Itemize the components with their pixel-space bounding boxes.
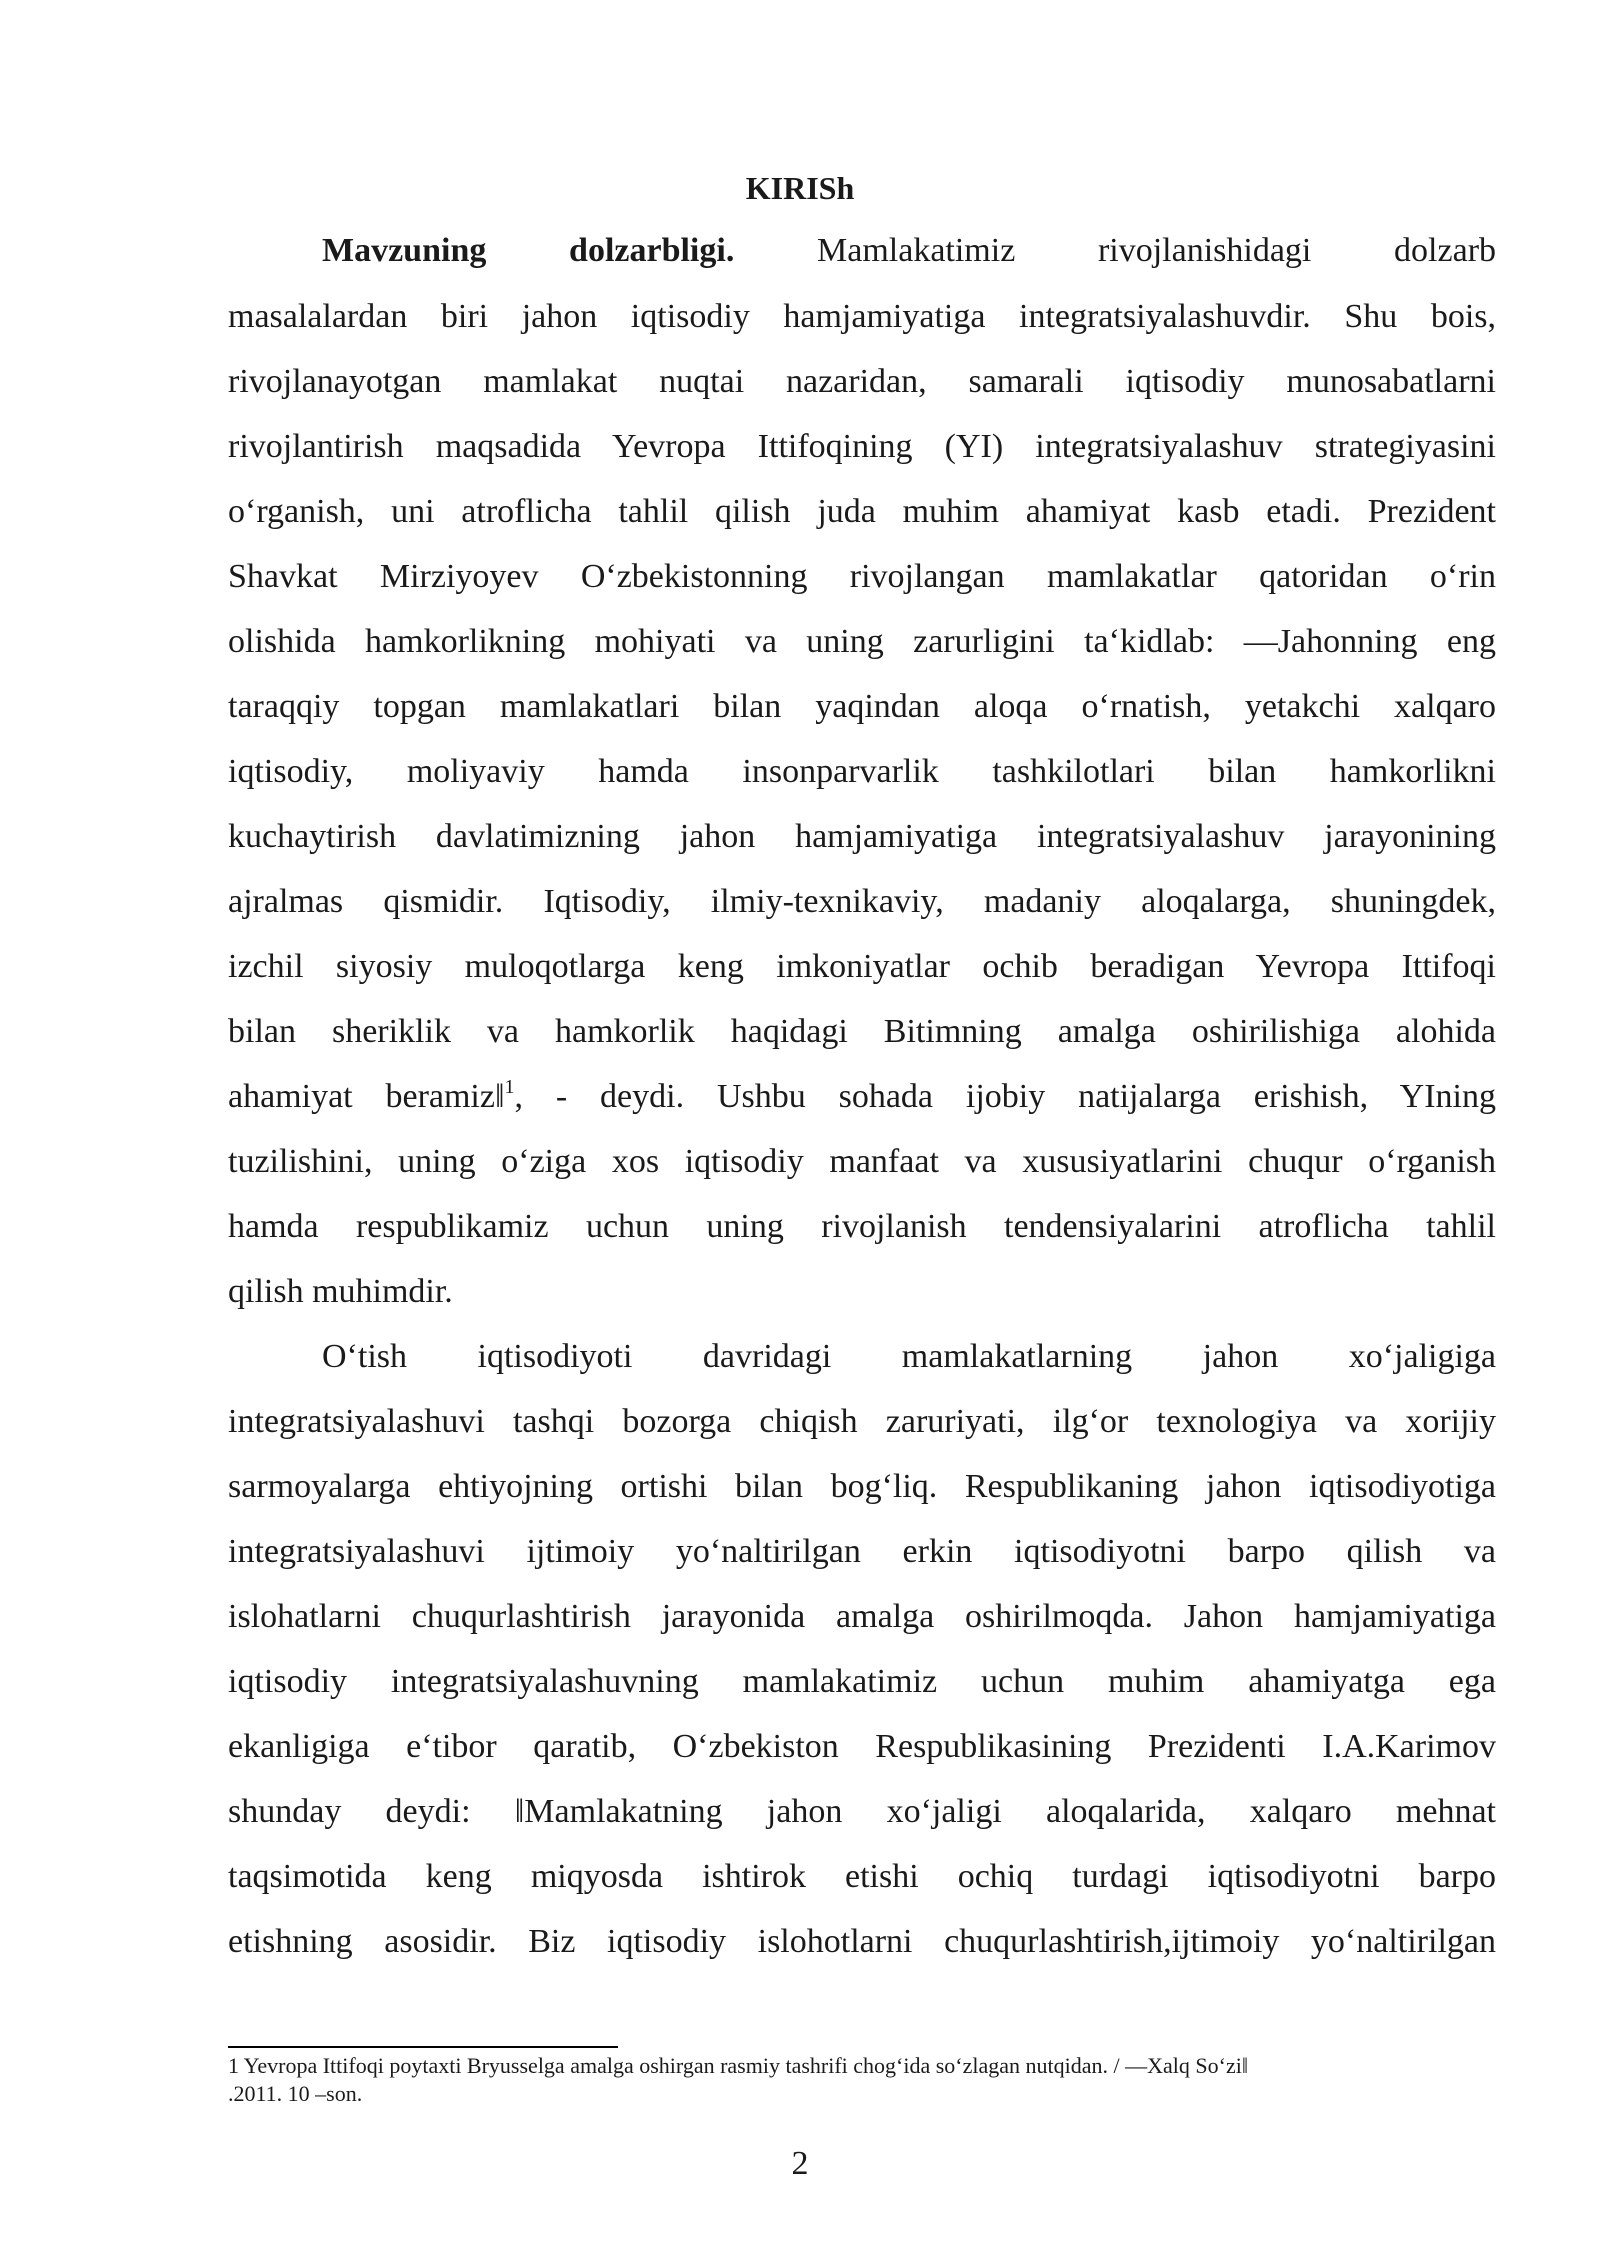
text-line: bilan sheriklik va hamkorlik haqidagi Bitimning amalga oshirilishiga alohida [228, 1013, 1496, 1050]
text-line: taraqqiy topgan mamlakatlari bilan yaqindan aloqa o‘rnatish, yetakchi xalqaro [228, 688, 1496, 725]
text-line: qilish muhimdir. [228, 1273, 453, 1310]
text-line: taqsimotida keng miqyosda ishtirok etishi ochiq turdagi iqtisodiyotni barpo [228, 1858, 1496, 1895]
page-title: KIRISh [745, 170, 855, 206]
text-line: Shavkat Mirziyoyev O‘zbekistonning rivojlangan mamlakatlar qatoridan o‘rin [228, 558, 1496, 595]
text-line: hamda respublikamiz uchun uning rivojlanish tendensiyalarini atroflicha tahlil [228, 1208, 1496, 1245]
text-line: o‘rganish, uni atroflicha tahlil qilish juda muhim ahamiyat kasb etadi. Prezident [228, 493, 1496, 530]
text-line: izchil siyosiy muloqotlarga keng imkoniyatlar ochib beradigan Yevropa Ittifoqi [228, 948, 1496, 985]
text-line-start: ahamiyat beramiz‖ [228, 1078, 505, 1115]
text-line: islohatlarni chuqurlashtirish jarayonida amalga oshirilmoqda. Jahon hamjamiyatiga [228, 1598, 1496, 1635]
text-line: iqtisodiy integratsiyalashuvning mamlakatimiz uchun muhim ahamiyatga ega [228, 1663, 1496, 1700]
text-line: sarmoyalarga ehtiyojning ortishi bilan bog‘liq. Respublikaning jahon iqtisodiyotiga [228, 1468, 1496, 1505]
text-line: ekanligiga e‘tibor qaratib, O‘zbekiston Respublikasining Prezidenti I.A.Karimov [228, 1728, 1496, 1765]
text-line: integratsiyalashuvi tashqi bozorga chiqish zaruriyati, ilg‘or texnologiya va xorijiy [228, 1403, 1496, 1440]
text-line: integratsiyalashuvi ijtimoiy yo‘naltirilgan erkin iqtisodiyotni barpo qilish va [228, 1533, 1496, 1570]
footnote-line: .2011. 10 –son. [228, 2081, 363, 2106]
footnote-line: 1 Yevropa Ittifoqi poytaxti Bryusselga amalga oshirgan rasmiy tashrifi chog‘ida so‘zlagan nutqidan. / ―Xalq So‘zi‖ [228, 2053, 1249, 2078]
text-line [322, 218, 1496, 283]
text-line: ajralmas qismidir. Iqtisodiy, ilmiy-texnikaviy, madaniy aloqalarga, shuningdek, [228, 883, 1496, 920]
text-line: shunday deydi: ‖Mamlakatning jahon xo‘jaligi aloqalarida, xalqaro mehnat [228, 1793, 1496, 1830]
text-line-content: Mamlakatimiz rivojlanishidagi dolzarb [817, 232, 1497, 269]
text-line-end: , - deydi. Ushbu sohada ijobiy natijalarga erishish, YIning [514, 1078, 1496, 1115]
text-line: rivojlantirish maqsadida Yevropa Ittifoqining (YI) integratsiyalashuv strategiyasini [228, 428, 1496, 465]
text-line: etishning asosidir. Biz iqtisodiy islohotlarni chuqurlashtirish,ijtimoiy yo‘naltirilgan [228, 1923, 1496, 1960]
text-line: O‘tish iqtisodiyoti davridagi mamlakatlarning jahon xo‘jaligiga [322, 1338, 1496, 1375]
text-line: tuzilishini, uning o‘ziga xos iqtisodiy manfaat va xususiyatlarini chuqur o‘rganish [228, 1143, 1496, 1180]
footnote-reference[interactable]: 1 [504, 1076, 515, 1098]
text-line: kuchaytirish davlatimizning jahon hamjamiyatiga integratsiyalashuv jarayonining [228, 818, 1496, 855]
text-line [228, 1064, 1496, 1129]
text-line: iqtisodiy, moliyaviy hamda insonparvarlik tashkilotlari bilan hamkorlikni [228, 753, 1496, 790]
section-heading: Mavzuning dolzarbligi. [322, 232, 735, 269]
footnote-divider [228, 2046, 618, 2048]
text-line: olishida hamkorlikning mohiyati va uning zarurligini ta‘kidlab: ―Jahonning eng [228, 623, 1496, 660]
text-line: rivojlanayotgan mamlakat nuqtai nazaridan, samarali iqtisodiy munosabatlarni [228, 363, 1496, 400]
text-line: masalalardan biri jahon iqtisodiy hamjamiyatiga integratsiyalashuvdir. Shu bois, [228, 298, 1496, 335]
page-number: 2 [791, 2145, 809, 2182]
